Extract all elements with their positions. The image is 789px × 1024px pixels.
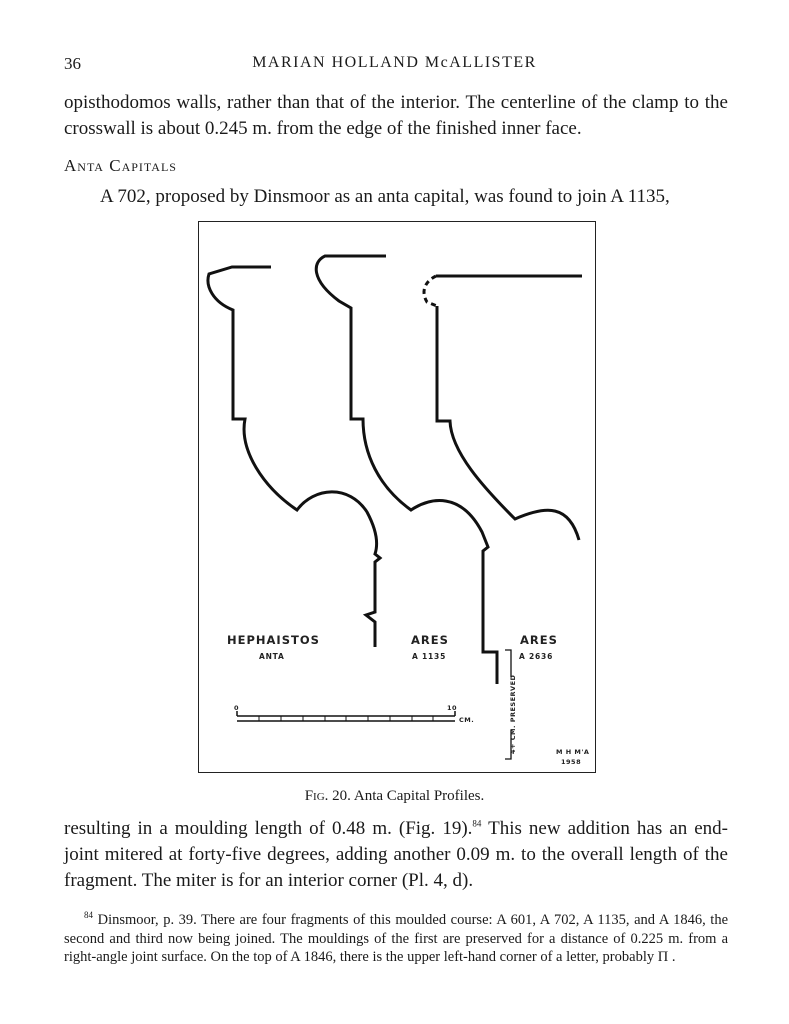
- scale-start-label: 0: [234, 704, 240, 712]
- figure-number: Fig. 20.: [304, 788, 351, 804]
- scale-unit-label: CM.: [459, 716, 475, 724]
- figure-caption: [0, 788, 789, 805]
- section-heading: Anta Capitals: [64, 156, 177, 175]
- footnote: [64, 911, 728, 967]
- label-ares-1-sub: A 1135: [412, 652, 447, 661]
- figure-title: Anta Capital Profiles.: [353, 788, 485, 804]
- footnote-text: Dinsmoor, p. 39. There are four fragments of this moulded course: A 601, A 702, A 1135, and A 1846, the second and third now being joined. The mouldings of the first are preserved for a distance of 0.225 m. from a right-angle joint surface. On the top of A 1846, there is the upper left-hand corner of a letter, probably Π .: [64, 912, 729, 965]
- paragraph-a702: A 702, proposed by Dinsmoor as an anta capital, was found to join A 1135,: [100, 186, 670, 207]
- running-head: MARIAN HOLLAND McALLISTER: [252, 54, 537, 71]
- label-hephaistos-sub: ANTA: [259, 652, 285, 661]
- preserved-note: 4+ CM. PRESERVED: [509, 674, 517, 754]
- paragraph-opisthodomos: opisthodomos walls, rather than that of the interior. The centerline of the clamp to the crosswall is about 0.245 m. from the edge of the finished inner face.: [64, 92, 728, 139]
- paragraph-text-start: resulting in a moulding length of 0.48 m. (Fig. 19).: [64, 818, 473, 839]
- hephaistos-profile-line: [208, 267, 380, 647]
- paragraph-text-end: This new addition has an end-joint mitered at forty-five degrees, adding another 0.09 m. to the overall length of the fragment. The miter is for an interior corner (Pl. 4, d).: [64, 818, 728, 891]
- anta-profiles-drawing: [199, 222, 595, 772]
- drafter-signature: M H M'A: [556, 748, 590, 756]
- page-number: 36: [64, 54, 81, 73]
- label-ares-1: ARES: [411, 633, 449, 647]
- paragraph-moulding-length: [64, 816, 728, 894]
- label-ares-2: ARES: [520, 633, 558, 647]
- scale-end-label: 10: [447, 704, 458, 712]
- label-ares-2-sub: A 2636: [519, 652, 554, 661]
- footnote-number: 84: [84, 910, 93, 921]
- label-hephaistos: HEPHAISTOS: [227, 633, 320, 647]
- footnote-reference[interactable]: 84: [472, 818, 482, 829]
- drawing-year: 1958: [561, 758, 582, 766]
- ares-a2636-restored-line: [424, 276, 437, 306]
- figure-frame: [198, 221, 596, 773]
